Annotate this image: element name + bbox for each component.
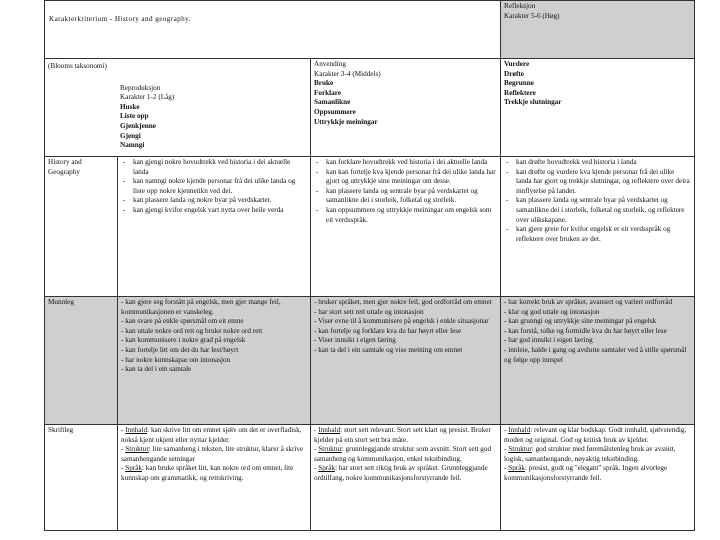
criterion-item: - Språk: presist, godt og "elegant" språk. Ingen alvorlege kommunikasjonsforstyrrande feil. [504,464,668,482]
criterion-item: - Språk: har stort sett riktig bruk av språket. Grunnleggjande ordtilfang, nokre kommunikasjonsforstyrrande feil. [314,464,488,482]
criterion-item: - kan ta del i ein samtale [121,365,192,374]
history-mid-cell [311,157,501,297]
criterion-item: - Viser innsikt i eigen læring [314,336,396,345]
munnleg-mid-cell [311,297,501,425]
level2-title: Anvending [314,60,346,68]
criterion-item: - kan oppsummere og uttrykkje meiningar om engelsk som eit verdsspråk. [326,206,497,225]
criterion-item: - har stort sett rett uttale og intonasjon [314,307,424,316]
criterion-item: - kan plassere landa og nokre byar på verdskartet. [133,196,307,206]
level3-verb: Reflektere [504,88,536,97]
row-label-munnleg: Munnleg [45,297,118,425]
level2-grade: Karakter 3-4 (Middels) [314,69,381,78]
level3-verb: Vurdere [504,60,530,68]
criterion-item: - kan gjere greie for kvifor engelsk er eit verdsspråk og reflektere over bruken av det. [516,225,691,244]
level3-verbs-cell [501,59,695,157]
criterion-item: - kan forklare hovudtrekk ved historia i dei aktuelle landa [326,158,497,168]
skriftleg-high-cell [501,425,695,531]
level1-verb: Liste opp [120,112,149,121]
assessment-criteria-table [44,0,695,531]
criterion-item: - bruker språket, men gjer nokre feil, god ordforråd om emnet [314,298,492,306]
criterion-item: - har korrekt bruk av språket, avansert og variert ordforråd [504,298,673,306]
level3-title: Refleksjon [504,2,536,10]
criterion-item: - kan plassere landa og sentrale byar på verdskartet og samanlikne dei i storleik, folketal og storleik, og reflektere over ulikskapane. [516,196,691,225]
criterion-item: - kan kommunisere i nokre grad på engelsk [121,336,246,345]
criterion-item: - Språk: kan bruke språket litt, kan nokre ord om emnet, lite kunnskap om grammatikk, og rettskriving. [121,464,294,482]
criterion-item: - Innhald: relevant og klar bodskap. Godt innhald, sjølvstendig, moden og original. God og kritisk bruk av kjelder. [504,426,687,444]
level2-verb: Uttrykkje meiningar [314,117,378,126]
criterion-item: - kan ta del i ein samtale og vise meining om emnet [314,345,463,354]
taxonomy-intro-cell [45,59,311,157]
row-label-skriftleg: Skriftleg [45,425,118,531]
criterion-item: - kan drøfte og vurdere kva kjende personar frå dei ulike landa har gjort og trekkje slutningar, og reflektere over deira innflytelse på landet. [516,168,691,197]
criterion-item: - kan drøfte hovudtrekk ved historia i landa [516,158,691,168]
level1-grade: Karakter 1-2 (Låg) [120,93,175,102]
munnleg-high-cell [501,297,695,425]
level2-header-cell [311,59,501,157]
level2-verb: Samanlikne [314,98,351,107]
criterion-item: - Viser evne til å kommunisere på engelsk i enkle situasjonar [314,317,489,326]
criterion-item: - Struktur: grunnleggjande struktur som avsnitt. Stort sett god samanheng og kommunikasjon, enkel tekstbinding. [314,445,492,463]
criterion-item: - Struktur: god struktur med føremålstenleg bruk av avsnitt, logisk, samanhengande, nøyaktig tekstbinding. [504,445,676,463]
criterion-item: - Innhald: stort sett relevant. Stort sett klart og presist. Bruker kjelder på ein stort sett bra måte. [314,426,491,444]
taxonomy-note: (Blooms taksonomi) [48,62,107,70]
level3-verb: Drøfte [504,69,524,78]
criterion-item: - kan namngi nokre kjende personar frå dei ulike landa og liste opp nokre kjennetikn ved dei. [133,177,307,196]
criterion-item: - kan gjengi nokre hovudtrekk ved historia i dei aktuelle landa [133,158,307,177]
criterion-item: - har nokre kunnskapar om intonasjon [121,355,231,364]
criterion-item: - kan fortelje litt om det du har lest/høyrt [121,345,239,354]
history-high-cell [501,157,695,297]
level1-verb: Huske [120,102,140,111]
skriftleg-mid-cell [311,425,501,531]
criterion-item: - kan kan fortelje kva kjende personar frå dei ulike landa har gjort og uttrykkje sine meiningar om desse. [326,168,497,187]
level2-verb: Bruke [314,79,334,88]
level3-grade: Karakter 5-6 (Høg) [504,11,560,20]
level1-verb: Gjenkjenne [120,121,156,130]
level1-title: Reproduksjon [120,83,161,92]
level3-header-cell [501,1,695,59]
criterion-item: - kan gjere seg forstått på engelsk, men gjer mange feil, kommunikasjonen er vanskeleg. [121,298,281,316]
level1-verb: Namngi [120,141,145,150]
criterion-item: - kan grunngi og uttrykkje sine meiningar på engelsk [504,317,657,326]
level3-verb: Trekkje slutningar [504,98,562,107]
level1-verb: Gjengi [120,131,141,140]
criterion-item: - kan gjengi kvifor engelsk vart nytta over heile verda [133,206,307,216]
level1-block [48,84,307,151]
criterion-item: - innleie, halde i gang og avslutte samtaler ved å stille spørsmål og følge opp innspel [504,345,687,364]
criterion-item: - har god innsikt i eigen læring [504,336,593,345]
criterion-item: - kan svare på enkle spørsmål om eit emne [121,317,244,326]
criterion-item: - kan plassere landa og sentrale byar på verdskartet og samanlikne dei i storleik, folketal og storleik. [326,187,497,206]
page-title-text: Karakterkriterium - History and geography. [49,15,191,23]
criterion-item: - kan fortelje og forklare kva du har høyrt eller lese [314,326,462,335]
row-label-history-geography: History and Geography [45,157,118,297]
criterion-item: - kan forstå, tolke og formidle kva du har høyrt eller lese [504,326,667,335]
criterion-item: - Struktur: lite samanheng i teksten, lite struktur, klarer å skrive samanhengande setningar [121,445,304,463]
criterion-item: - kan uttale nokre ord rett og bruke nokre ord rett [121,326,263,335]
page-title [45,1,501,59]
level3-verb: Begrunne [504,79,534,88]
level2-verb: Oppsummere [314,107,356,116]
criterion-item: - klar og god uttale og intonasjon [504,307,600,316]
criterion-item: - Innhald: kan skrive litt om emnet sjølv om det er overfladisk, nokså kjent ukjent eller nyttar kjelder. [121,426,302,444]
history-low-cell [118,157,311,297]
skriftleg-low-cell [118,425,311,531]
munnleg-low-cell [118,297,311,425]
level2-verb: Forklare [314,88,342,97]
